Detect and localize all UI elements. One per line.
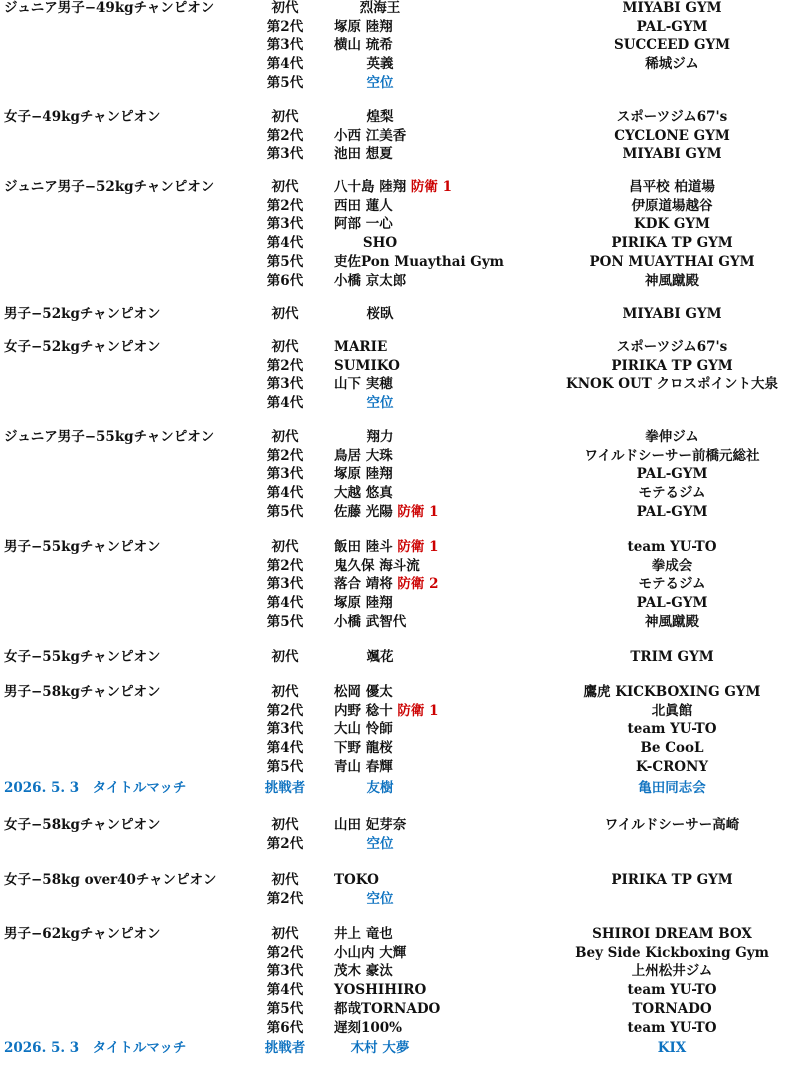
division-title: 女子−58kg over40チャンピオン xyxy=(4,872,217,888)
champion-name xyxy=(334,36,393,55)
generation-label: 第5代 xyxy=(266,613,304,630)
vacant-label: 空位 xyxy=(366,395,394,412)
generation-label: 第2代 xyxy=(266,890,304,907)
gym-name: PAL-GYM xyxy=(636,466,708,483)
champion-name xyxy=(334,503,439,522)
champion-name-text: 落合 靖将 xyxy=(334,576,393,593)
generation-label: 第4代 xyxy=(266,740,304,757)
champion-row xyxy=(0,816,798,835)
gym-name: Be CooL xyxy=(640,740,704,757)
gym-name: team YU-TO xyxy=(627,721,717,738)
generation-label: 第4代 xyxy=(266,595,304,612)
champion-name-text: 鬼久保 海斗流 xyxy=(334,557,420,574)
champion-name-text: 小山内 大輝 xyxy=(334,944,407,961)
challenger-name: 友樹 xyxy=(366,779,394,796)
title-match-date xyxy=(4,1039,186,1058)
division-title: 女子−58kgチャンピオン xyxy=(4,817,161,833)
gym-name: Bey Side Kickboxing Gym xyxy=(575,944,769,961)
champion-name-text: 八十島 陸翔 xyxy=(334,179,407,195)
generation-label: 第3代 xyxy=(266,37,304,54)
gym-name: SUCCEED GYM xyxy=(613,37,731,54)
champion-row xyxy=(0,36,798,55)
champion-name-text: 松岡 優太 xyxy=(334,684,393,700)
gym-name: SHIROI DREAM BOX xyxy=(592,926,752,942)
generation-label: 初代 xyxy=(271,0,299,16)
champion-name xyxy=(334,145,393,164)
gym-name: team YU-TO xyxy=(627,539,717,555)
defense-count: 防衛 1 xyxy=(397,503,439,520)
champion-name xyxy=(334,739,393,758)
champion-name xyxy=(367,305,394,324)
champion-name-text: SHO xyxy=(362,235,398,252)
champion-name-text: 井上 竜也 xyxy=(334,926,393,942)
defense-count: 防衛 2 xyxy=(397,576,439,593)
champion-name xyxy=(334,981,426,1000)
generation-label: 初代 xyxy=(271,109,299,125)
champion-name xyxy=(363,234,397,253)
generation-label: 第6代 xyxy=(266,272,304,289)
division-title: 女子−52kgチャンピオン xyxy=(4,339,161,355)
champion-row xyxy=(0,338,798,357)
gym-name: K-CRONY xyxy=(635,758,709,775)
champion-name xyxy=(334,613,406,632)
generation-label: 第3代 xyxy=(266,963,304,980)
generation-label: 第2代 xyxy=(266,18,304,35)
generation-label: 初代 xyxy=(271,539,299,555)
gym-name: PAL-GYM xyxy=(636,595,708,612)
champion-name xyxy=(334,962,393,981)
champion-row xyxy=(0,215,798,234)
generation-label: 初代 xyxy=(271,179,299,195)
gym-name: PAL-GYM xyxy=(636,503,708,520)
generation-label: 第3代 xyxy=(266,376,304,393)
gym-name: モテるジム xyxy=(638,576,706,593)
division-title: ジュニア男子−55kgチャンピオン xyxy=(4,429,215,445)
generation-label: 第5代 xyxy=(266,253,304,270)
champion-name-text: 都哉TORNADO xyxy=(334,1000,441,1017)
champion-name-text: 桜臥 xyxy=(366,306,394,322)
gym-name: ワイルドシーサー前橋元総社 xyxy=(584,447,760,464)
title-match-date-text: 2026. 5. 3 xyxy=(4,1040,80,1057)
gym-name: team YU-TO xyxy=(627,982,717,999)
champion-name-text: 塚原 陸翔 xyxy=(334,18,393,35)
gym-name: 拳伸ジム xyxy=(645,429,699,445)
champion-row xyxy=(0,234,798,253)
champion-name-text: 阿部 一心 xyxy=(334,216,393,233)
generation-label: 第2代 xyxy=(266,197,304,214)
champion-name xyxy=(334,944,406,963)
champion-row xyxy=(0,394,798,413)
champion-row xyxy=(0,108,798,127)
champion-name-text: 山田 妃芽奈 xyxy=(334,817,407,833)
generation-label: 第5代 xyxy=(266,503,304,520)
gym-name: KDK GYM xyxy=(634,216,710,233)
champion-row xyxy=(0,758,798,777)
title-match-label: タイトルマッチ xyxy=(92,779,187,796)
generation-label: 初代 xyxy=(271,817,299,833)
gym-name: 鷹虎 KICKBOXING GYM xyxy=(583,684,761,700)
gym-name: PIRIKA TP GYM xyxy=(611,357,733,374)
champion-name xyxy=(334,447,393,466)
champion-name xyxy=(334,683,393,702)
vacant-label: 空位 xyxy=(366,835,394,852)
title-match-date-text: 2026. 5. 3 xyxy=(4,779,80,796)
generation-label: 第2代 xyxy=(266,702,304,719)
champion-name xyxy=(334,484,393,503)
generation-label: 第2代 xyxy=(266,357,304,374)
generation-label: 第4代 xyxy=(266,485,304,502)
champion-row xyxy=(0,871,798,890)
generation-label: 第3代 xyxy=(266,216,304,233)
generation-label: 第2代 xyxy=(266,447,304,464)
gym-name: 伊原道場越谷 xyxy=(631,197,713,214)
champion-name-text: YOSHIHIRO xyxy=(334,982,427,999)
generation-label: 第4代 xyxy=(266,395,304,412)
champion-name xyxy=(334,465,393,484)
champion-name xyxy=(334,197,393,216)
champion-row xyxy=(0,702,798,721)
gym-name: スポーツジム67's xyxy=(616,109,728,125)
champion-row xyxy=(0,594,798,613)
champion-row xyxy=(0,538,798,557)
generation-label: 初代 xyxy=(271,872,299,888)
gym-name: MIYABI GYM xyxy=(622,0,722,16)
champion-row xyxy=(0,272,798,291)
champion-row xyxy=(0,0,798,18)
champion-name xyxy=(360,0,401,18)
champion-name xyxy=(334,357,400,376)
champion-name-text: 塚原 陸翔 xyxy=(334,466,393,483)
generation-label: 第3代 xyxy=(266,146,304,163)
generation-label: 初代 xyxy=(271,429,299,445)
generation-label: 第2代 xyxy=(266,944,304,961)
champion-row xyxy=(0,127,798,146)
division-title: 男子−55kgチャンピオン xyxy=(4,539,161,555)
generation-label: 初代 xyxy=(271,649,299,665)
champion-name-text: 塚原 陸翔 xyxy=(334,595,393,612)
challenger-name: 木村 大夢 xyxy=(350,1040,410,1057)
gym-name: PON MUAYTHAI GYM xyxy=(589,253,755,270)
champion-name-text: 小橋 京太郎 xyxy=(334,272,407,289)
title-match-label: タイトルマッチ xyxy=(92,1040,187,1057)
champion-row xyxy=(0,648,798,667)
champion-name xyxy=(334,575,439,594)
challenger-gym: KIX xyxy=(657,1040,687,1057)
champion-name-text: 西田 蓮人 xyxy=(334,197,393,214)
generation-label: 初代 xyxy=(271,339,299,355)
generation-label: 第4代 xyxy=(266,235,304,252)
champion-name xyxy=(334,871,379,890)
champion-row xyxy=(0,981,798,1000)
generation-label: 初代 xyxy=(271,306,299,322)
division-title: 女子−55kgチャンピオン xyxy=(4,649,161,665)
champion-row xyxy=(0,447,798,466)
champion-name-text: 小橋 武智代 xyxy=(334,613,407,630)
division-title: 男子−58kgチャンピオン xyxy=(4,684,161,700)
generation-label: 第5代 xyxy=(266,74,304,91)
vacant-label: 空位 xyxy=(366,74,394,91)
defense-count: 防衛 1 xyxy=(397,539,439,555)
title-match-row xyxy=(0,779,798,798)
vacant-label: 空位 xyxy=(366,890,394,907)
champion-name-text: SUMIKO xyxy=(334,357,400,374)
champion-name xyxy=(334,215,393,234)
champion-name-text: 池田 想夏 xyxy=(334,146,393,163)
generation-label: 第5代 xyxy=(266,758,304,775)
gym-name: モテるジム xyxy=(638,485,706,502)
generation-label: 第3代 xyxy=(266,576,304,593)
champion-name xyxy=(334,1000,440,1019)
champion-row xyxy=(0,145,798,164)
champion-name xyxy=(334,272,406,291)
champion-name-text: 大越 悠真 xyxy=(334,485,393,502)
champion-name-text: 横山 琉希 xyxy=(334,37,393,54)
champion-name xyxy=(334,816,406,835)
gym-name: MIYABI GYM xyxy=(622,146,722,163)
champion-name-text: 飯田 陸斗 xyxy=(334,539,393,555)
champion-row xyxy=(0,575,798,594)
generation-label: 第2代 xyxy=(266,557,304,574)
champion-row xyxy=(0,739,798,758)
gym-name: 神風蹴殿 xyxy=(645,613,699,630)
champion-name-text: 茂木 豪汰 xyxy=(334,963,393,980)
champion-name-text: 翔力 xyxy=(366,429,394,445)
generation-label: 第6代 xyxy=(266,1019,304,1036)
title-match-date xyxy=(4,779,186,798)
champion-name-text: 小西 江美香 xyxy=(334,127,407,144)
champion-row xyxy=(0,253,798,272)
challenger-label: 挑戦者 xyxy=(264,779,306,796)
champion-name-text: TOKO xyxy=(334,872,379,888)
gym-name: 上州松井ジム xyxy=(631,963,713,980)
champion-name xyxy=(334,594,393,613)
division-title: ジュニア男子−52kgチャンピオン xyxy=(4,179,215,195)
division-title: 女子−49kgチャンピオン xyxy=(4,109,161,125)
champion-row xyxy=(0,465,798,484)
gym-name: TRIM GYM xyxy=(630,649,714,665)
champion-name-text: 遅刻100% xyxy=(334,1019,403,1036)
gym-name: team YU-TO xyxy=(627,1019,717,1036)
champion-row xyxy=(0,357,798,376)
champion-name xyxy=(367,55,394,74)
champion-name xyxy=(334,18,393,37)
champion-row xyxy=(0,835,798,854)
generation-label: 第3代 xyxy=(266,721,304,738)
champion-row xyxy=(0,1019,798,1038)
gym-name: スポーツジム67's xyxy=(616,339,728,355)
champion-name-text: 英義 xyxy=(366,56,394,73)
gym-name: PAL-GYM xyxy=(636,18,708,35)
champion-row xyxy=(0,503,798,522)
division-title: 男子−62kgチャンピオン xyxy=(4,926,161,942)
champion-name-text: 大山 怜師 xyxy=(334,721,393,738)
champion-name-text: 山下 実穂 xyxy=(334,376,393,393)
challenger-gym: 亀田同志会 xyxy=(638,779,706,796)
champion-row xyxy=(0,55,798,74)
champion-name-text: 下野 龍桜 xyxy=(334,740,393,757)
gym-name: TORNADO xyxy=(632,1000,712,1017)
gym-name: PIRIKA TP GYM xyxy=(611,235,733,252)
champion-row xyxy=(0,74,798,93)
champion-row xyxy=(0,375,798,394)
generation-label: 第2代 xyxy=(266,127,304,144)
champion-name xyxy=(334,253,504,272)
champion-name-text: 鳥居 大珠 xyxy=(334,447,393,464)
gym-name: 昌平校 柏道場 xyxy=(629,179,715,195)
champion-name-text: 青山 春輝 xyxy=(334,758,393,775)
champion-name xyxy=(334,720,393,739)
champion-row xyxy=(0,925,798,944)
champion-row xyxy=(0,890,798,909)
gym-name: CYCLONE GYM xyxy=(614,127,730,144)
gym-name: 神風蹴殿 xyxy=(645,272,699,289)
champion-name-text: MARIE xyxy=(334,339,388,355)
champion-name xyxy=(334,1019,402,1038)
champion-name xyxy=(334,758,393,777)
division-title: 男子−52kgチャンピオン xyxy=(4,306,161,322)
champion-row xyxy=(0,557,798,576)
title-match-row xyxy=(0,1039,798,1058)
champion-row xyxy=(0,197,798,216)
champion-row xyxy=(0,962,798,981)
generation-label: 第2代 xyxy=(266,835,304,852)
champion-name-text: 颯花 xyxy=(366,649,394,665)
champion-row xyxy=(0,720,798,739)
champion-name xyxy=(334,538,439,557)
champion-name xyxy=(367,108,394,127)
champion-name-text: 烈海王 xyxy=(359,0,401,16)
generation-label: 初代 xyxy=(271,926,299,942)
champion-name-text: 内野 稔十 xyxy=(334,702,393,719)
champion-name xyxy=(367,428,394,447)
champion-row xyxy=(0,305,798,324)
gym-name: 北眞館 xyxy=(651,702,693,719)
champion-row xyxy=(0,613,798,632)
champion-name xyxy=(334,178,452,197)
champion-name xyxy=(334,375,393,394)
champion-name-text: 吏佐Pon Muaythai Gym xyxy=(334,253,504,270)
defense-count: 防衛 1 xyxy=(410,179,452,195)
champion-name xyxy=(334,925,393,944)
champion-name-text: 煌梨 xyxy=(366,109,394,125)
generation-label: 第4代 xyxy=(266,56,304,73)
champion-name xyxy=(334,127,406,146)
generation-label: 第3代 xyxy=(266,466,304,483)
challenger-label: 挑戦者 xyxy=(264,1040,306,1057)
division-title: ジュニア男子−49kgチャンピオン xyxy=(4,0,215,16)
gym-name: PIRIKA TP GYM xyxy=(611,872,733,888)
champion-name-text: 佐藤 光陽 xyxy=(334,503,393,520)
generation-label: 第4代 xyxy=(266,982,304,999)
champion-name xyxy=(334,338,387,357)
gym-name: ワイルドシーサー高崎 xyxy=(604,817,740,833)
gym-name: 稀城ジム xyxy=(645,56,699,73)
champion-name xyxy=(334,557,420,576)
gym-name: MIYABI GYM xyxy=(622,306,722,322)
champion-row xyxy=(0,944,798,963)
champion-row xyxy=(0,683,798,702)
champion-row xyxy=(0,178,798,197)
champion-row xyxy=(0,1000,798,1019)
generation-label: 初代 xyxy=(271,684,299,700)
gym-name: 拳成会 xyxy=(651,557,693,574)
generation-label: 第5代 xyxy=(266,1000,304,1017)
champion-row xyxy=(0,18,798,37)
champion-row xyxy=(0,428,798,447)
defense-count: 防衛 1 xyxy=(397,702,439,719)
champion-name xyxy=(367,648,394,667)
gym-name: KNOK OUT クロスポイント大泉 xyxy=(565,376,779,393)
champion-name xyxy=(334,702,439,721)
champion-row xyxy=(0,484,798,503)
